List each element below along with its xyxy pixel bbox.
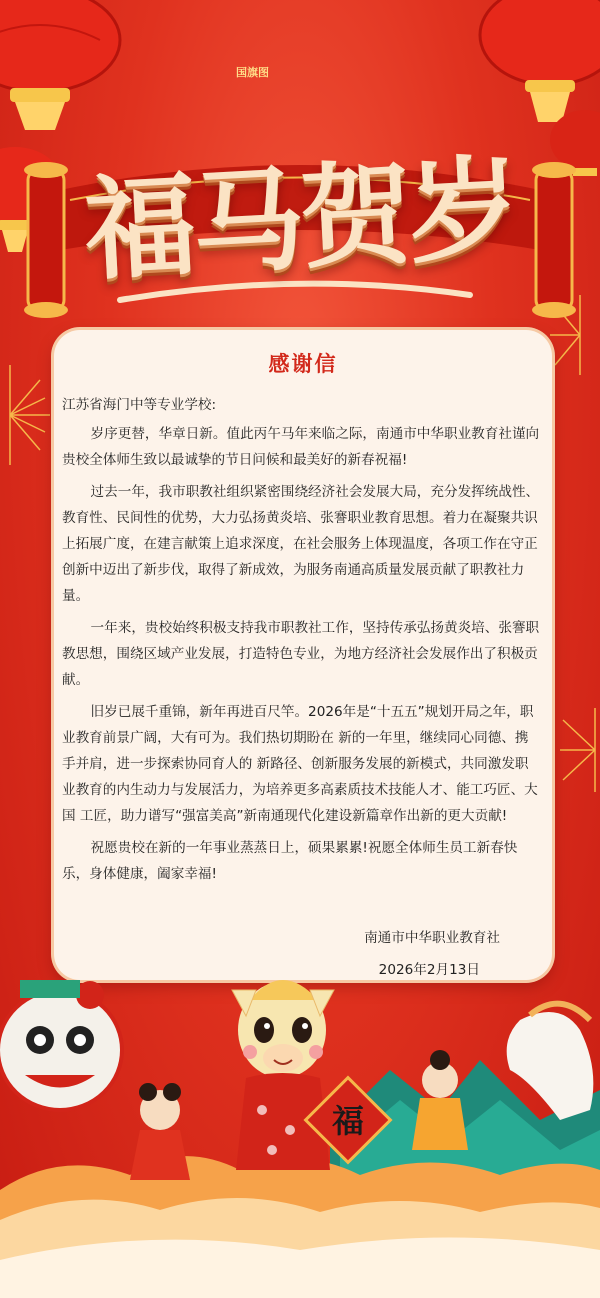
letter-paragraph: 过去一年，我市职教社组织紧密围绕经济社会发展大局，充分发挥统战性、教育性、民间性的优势，大力弘扬黄炎培、张謇职业教育思想。着力在凝聚共识上拓展广度，在建言献策上追求深度，在社会服务上体现温度，各项工作在守正创新中迈出了新步伐，取得了新成效，为服务南通高质量发展贡献了职教社力量。 [62,484,540,604]
lion-dance-icon [0,980,122,1110]
letter-date: 2026年2月13日 [378,962,480,978]
letter-paragraph: 祝愿贵校在新的一年事业蒸蒸日上，硕果累累!祝愿全体师生员工新春快乐，身体健康，阖家幸福! [62,840,518,882]
title-banner [0,100,600,330]
festive-scene-icon [0,960,600,1298]
child-right-icon [412,1050,468,1150]
firework-left-icon [0,360,60,470]
letter-card [54,330,552,980]
page-title: 福马贺岁 [81,142,520,297]
letter-signature: 南通市中华职业教育社 [364,930,500,946]
letter-paragraph: 一年来，贵校始终积极支持我市职教社工作，坚持传承弘扬黄炎培、张謇职教思想，围绕区域产业发展，打造特色专业，为地方经济社会发展作出了积极贡献。 [62,620,540,688]
fu-sign-label: 福 [331,1102,364,1140]
letter-paragraph: 岁序更替，华章日新。值此丙午马年来临之际，南通市中华职业教育社谨向贵校全体师生致以最诚挚的节日问候和最美好的新春祝福! [62,426,540,468]
letter-paragraph: 旧岁已展千重锦，新年再进百尺竿。2026年是“十五五”规划开局之年，职业教育前景广阔，大有可为。我们热切期盼在 新的一年里，继续同心同德、携手并肩，进一步探索协同育人的 新路径、创新服务发展的新模式，共同激发职业教育的内生动力与发展活力，为培养更多高素质技术技能人才、能工巧匠、大国 工匠，助力谱写“强富美高”新南通现代化建设新篇章作出新的更大贡献! [62,704,538,824]
letter-title: 感谢信 [268,352,338,376]
bottom-illustration [0,960,600,1298]
firework-right-lower-icon [555,700,600,800]
letter-body [62,392,540,893]
top-logo: 国旗图 [236,66,269,79]
child-left-icon [130,1083,190,1180]
horse-mascot-icon [232,980,334,1170]
letter-salutation: 江苏省海门中等专业学校: [62,397,217,413]
